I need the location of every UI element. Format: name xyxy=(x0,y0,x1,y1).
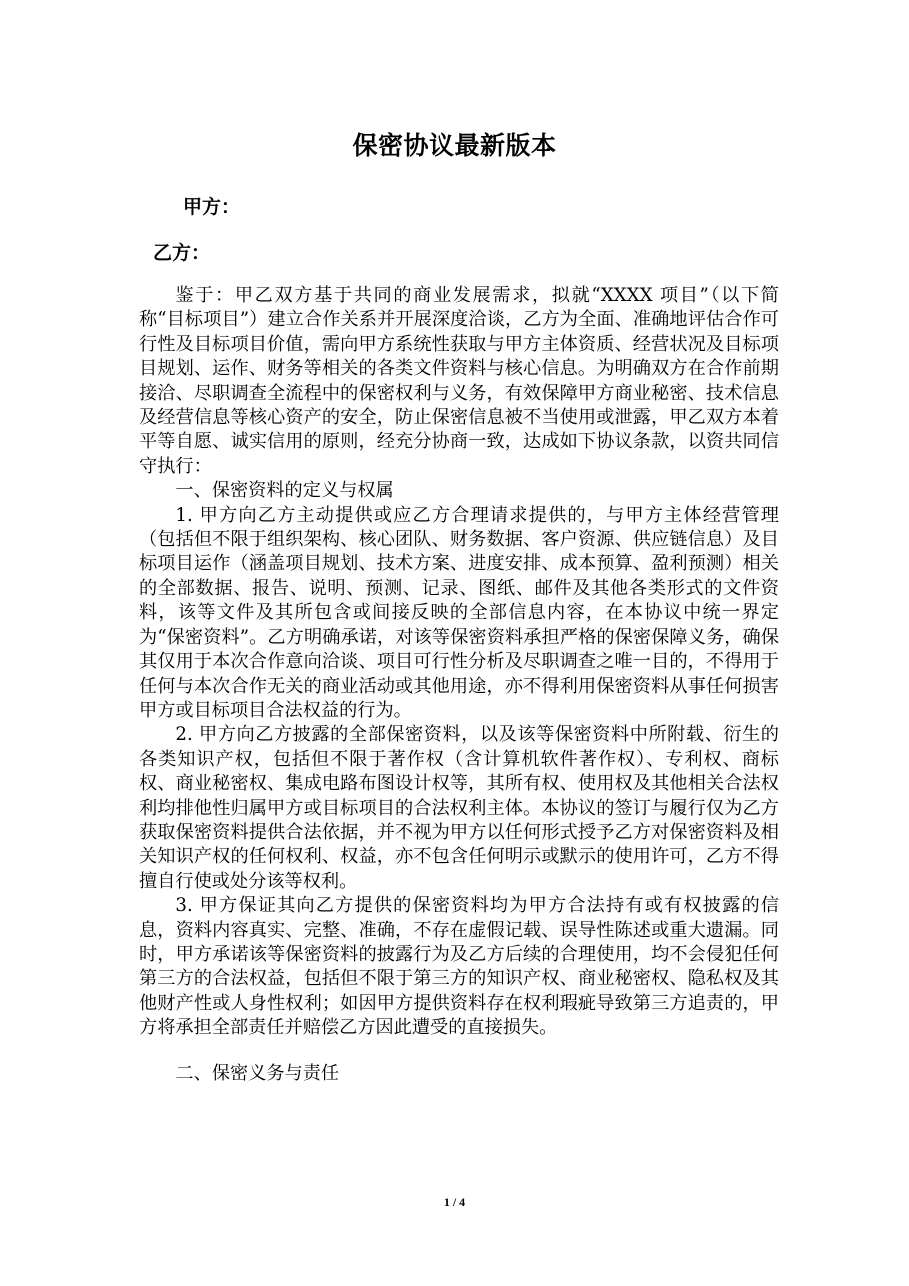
clause-3-paragraph: 3. 甲方保证其向乙方提供的保密资料均为甲方合法持有或有权披露的信息，资料内容真实、完整、准确，不存在虚假记载、误导性陈述或重大遗漏。同时，甲方承诺该等保密资料的披露行为及乙方后续的合理使用，均不会侵犯任何第三方的合法权益，包括但不限于第三方的知识产权、商业秘密权、隐私权及其他财产性或人身性权利；如因甲方提供资料存在权利瑕疵导致第三方追责的，甲方将承担全部责任并赔偿乙方因此遭受的直接损失。 xyxy=(139,895,779,1039)
section-1-heading: 一、保密资料的定义与权属 xyxy=(175,480,394,502)
preamble-paragraph: 鉴于：甲乙双方基于共同的商业发展需求，拟就“XXXX 项目”（以下简称“目标项目”）建立合作关系并开展深度洽谈，乙方为全面、准确地评估合作可行性及目标项目价值，需向甲方系统性获取与甲方主体资质、经营状况及目标项目规划、运作、财务等相关的各类文件资料与核心信息。为明确双方在合作前期接洽、尽职调查全流程中的保密权利与义务，有效保障甲方商业秘密、技术信息及经营信息等核心资产的安全，防止保密信息被不当使用或泄露，甲乙双方本着平等自愿、诚实信用的原则，经充分协商一致，达成如下协议条款，以资共同信守执行： xyxy=(139,285,779,477)
paragraph-spacer xyxy=(139,1041,779,1062)
party-b-label: 乙方： xyxy=(153,242,211,264)
clause-2-paragraph: 2. 甲方向乙方披露的全部保密资料，以及该等保密资料中所附载、衍生的各类知识产权，包括但不限于著作权（含计算机软件著作权）、专利权、商标权、商业秘密权、集成电路布图设计权等，其所有权、使用权及其他相关合法权利均排他性归属甲方或目标项目的合法权利主体。本协议的签订与履行仅为乙方获取保密资料提供合法依据，并不视为甲方以任何形式授予乙方对保密资料及相关知识产权的任何权利、权益，亦不包含任何明示或默示的使用许可，乙方不得擅自行使或处分该等权利。 xyxy=(139,724,779,892)
clause-1-paragraph: 1. 甲方向乙方主动提供或应乙方合理请求提供的，与甲方主体经营管理（包括但不限于组织架构、核心团队、财务数据、客户资源、供应链信息）及目标项目运作（涵盖项目规划、技术方案、进度安排、成本预算、盈利预测）相关的全部数据、报告、说明、预测、记录、图纸、邮件及其他各类形式的文件资料，该等文件及其所包含或间接反映的全部信息内容，在本协议中统一界定为“保密资料”。乙方明确承诺，对该等保密资料承担严格的保密保障义务，确保其仅用于本次合作意向洽谈、项目可行性分析及尽职调查之唯一目的，不得用于任何与本次合作无关的商业活动或其他用途，亦不得利用保密资料从事任何损害甲方或目标项目合法权益的行为。 xyxy=(139,504,779,721)
document-body xyxy=(139,284,779,1086)
document-title: 保密协议最新版本 xyxy=(352,131,557,160)
section-2-heading: 二、保密义务与责任 xyxy=(175,1062,340,1084)
page-number: 1 / 4 xyxy=(443,1195,466,1209)
party-a-label: 甲方： xyxy=(183,196,241,218)
